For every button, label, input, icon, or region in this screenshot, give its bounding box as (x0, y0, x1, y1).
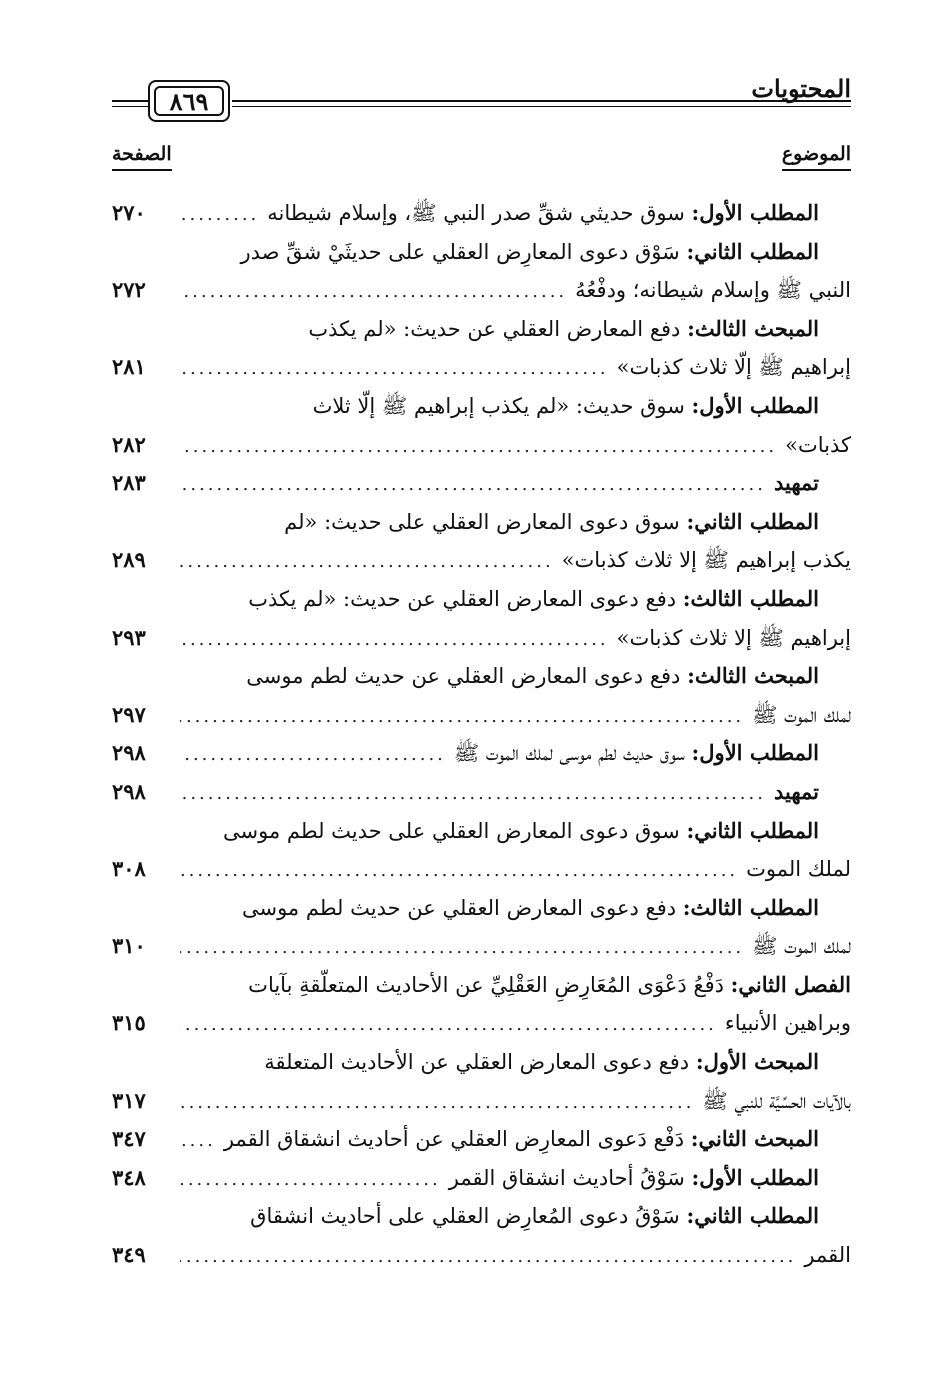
toc-line (112, 503, 851, 542)
toc-line (112, 580, 851, 619)
toc-page-number: ٢٧٢ (112, 277, 146, 303)
toc-entry-title: سَوْقُ دعوى المُعارِض العقلي على أحاديث انشقاق (250, 1204, 687, 1229)
toc-line (112, 1043, 851, 1082)
toc-line (112, 850, 851, 889)
toc-entry-title: يكذب إبراهيم ﷺ إلا ثلاث كذبات» (561, 548, 851, 573)
toc-line-text (725, 1004, 851, 1043)
toc-entry-lead: المطلب الأول: (691, 200, 819, 225)
dot-leader (180, 698, 744, 737)
toc-entry-lead: المطلب الأول: (691, 1164, 819, 1190)
toc-line-text (617, 348, 851, 387)
toc-entry-lead: المبحث الثاني: (690, 1126, 819, 1152)
toc-entry-title: دفع دعوى المعارض العقلي عن الأحاديث المتعلقة (264, 1050, 696, 1075)
toc-line (112, 812, 851, 851)
toc-entry[interactable] (112, 580, 851, 657)
toc-line (112, 773, 851, 812)
toc-entry-title: سوق حديثي شقِّ صدر النبي ﷺ، وإسلام شيطانه (267, 201, 692, 225)
toc-page-number: ٢٨٩ (112, 547, 146, 573)
toc-line (112, 464, 851, 503)
toc-entry-title: سوق دعوى المعارض العقلي على حديث: «لم (284, 509, 687, 534)
toc-line (112, 696, 851, 735)
toc-page-number: ٢٨١ (112, 354, 146, 380)
toc-line-text (617, 619, 851, 658)
toc-entry[interactable] (112, 194, 851, 233)
dot-leader (180, 852, 738, 891)
toc-page-number: ٣٤٩ (112, 1242, 146, 1268)
toc-line (112, 387, 851, 426)
header-rule-left-thin (112, 106, 148, 107)
toc-line (112, 1236, 851, 1275)
toc-entry-title: سوق دعوى المعارض العقلي على حديث لطم موسى (223, 818, 687, 843)
toc-line (112, 426, 851, 465)
toc-entry-lead: المطلب الثاني: (686, 508, 819, 534)
toc-line-text (575, 271, 851, 310)
toc-line (112, 1197, 851, 1236)
toc-page-number: ٣٤٨ (112, 1164, 146, 1190)
toc-entry-lead: المطلب الثاني: (686, 817, 819, 843)
toc-entry-lead: المطلب الثاني: (686, 238, 819, 264)
toc-entry-lead: المطلب الثاني: (686, 1203, 819, 1229)
toc-entry[interactable] (112, 1197, 851, 1274)
toc-line (112, 194, 851, 233)
dot-leader (180, 1238, 796, 1277)
toc-entry-lead: المطلب الأول: (691, 740, 819, 766)
toc-entry-lead: المطلب الأول: (691, 392, 819, 418)
toc-entry-title: لملك الموت (746, 857, 851, 882)
toc-entry[interactable] (112, 1120, 851, 1159)
toc-entry[interactable] (112, 966, 851, 1043)
dot-leader (180, 1122, 216, 1161)
toc-page-number: ٣٤٧ (112, 1126, 146, 1152)
toc-page-number: ٣١٧ (112, 1087, 146, 1113)
dot-leader (180, 929, 744, 968)
dot-leader (180, 273, 567, 312)
toc-line-text (746, 850, 851, 889)
header-rule-left (112, 100, 148, 102)
toc-entry-title: إبراهيم ﷺ إلا ثلاث كذبات» (616, 625, 851, 650)
toc-entry-title: القمر (804, 1243, 851, 1268)
toc-line (112, 233, 851, 272)
toc-entry-title: دفع دعوى المعارض العقلي عن حديث لطم موسى (241, 895, 683, 920)
toc-entry-lead: المبحث الثالث: (687, 663, 819, 689)
toc-page-number: ٣١٠ (112, 933, 146, 959)
toc-entry-title: إبراهيم ﷺ إلّا ثلاث كذبات» (616, 355, 851, 380)
toc-page-number: ٣٠٨ (112, 856, 146, 882)
toc-line (112, 271, 851, 310)
toc-entry[interactable] (112, 233, 851, 310)
toc-entry-title: بالآيات الحسِّيَّة للنبي ﷺ (702, 1088, 851, 1113)
toc-entry[interactable] (112, 734, 851, 773)
toc-line (112, 348, 851, 387)
toc-line (112, 1082, 851, 1121)
toc-entry-lead: المبحث الأول: (695, 1049, 819, 1075)
toc-entry-title: كذبات» (785, 432, 851, 457)
toc-entry[interactable] (112, 310, 851, 387)
toc-entry-lead: الفصل الثاني: (730, 971, 851, 997)
toc-line-text (785, 426, 851, 465)
toc-line (112, 889, 851, 928)
dot-leader (180, 196, 259, 235)
toc-entry-lead: تمهيد (773, 470, 819, 496)
toc-entry-title: دفع دعوى المعارض العقلي عن حديث لطم موسى (246, 664, 688, 689)
toc-line-text (454, 734, 819, 773)
toc-line-text (224, 1120, 819, 1159)
toc-line-text (562, 541, 851, 580)
page-number: ٨٦٩ (154, 86, 224, 116)
toc-entry-title: سوق حديث: «لم يكذب إبراهيم ﷺ إلّا ثلاث (312, 393, 692, 418)
header-rule-thin (232, 106, 851, 107)
toc-line (112, 1120, 851, 1159)
toc-line (112, 734, 851, 773)
toc-entry-title: دفع دعوى المعارض العقلي عن حديث: «لم يكذب (248, 586, 683, 611)
toc-line-text (752, 927, 851, 966)
dot-leader (180, 428, 777, 467)
toc-line-text (774, 464, 819, 503)
dot-leader (180, 775, 766, 814)
toc-page-number: ٢٩٨ (112, 778, 146, 804)
toc-page-number: ٣١٥ (112, 1010, 146, 1036)
toc-entry-lead: المطلب الثالث: (682, 585, 819, 611)
toc-entry-title: وبراهين الأنبياء (724, 1011, 851, 1036)
toc-entry-title: دفع المعارض العقلي عن حديث: «لم يكذب (308, 316, 688, 341)
toc-entry-lead: المطلب الثالث: (682, 894, 819, 920)
toc-entry-title: لملك الموت ﷺ (752, 934, 851, 959)
toc-line (112, 657, 851, 696)
dot-leader (180, 466, 766, 505)
toc-entry[interactable] (112, 503, 851, 580)
toc-entry-title: النبي ﷺ وإسلام شيطانه؛ ودفْعُهُ (575, 278, 851, 303)
toc-line-text (774, 773, 819, 812)
toc-page-number: ٢٩٨ (112, 740, 146, 766)
toc-page-number: ٢٩٧ (112, 701, 146, 727)
toc-page-number: ٢٨٢ (112, 431, 146, 457)
toc-line-text (267, 194, 819, 233)
toc-entry-title: سَوْقُ أحاديث انشقاق القمر (448, 1165, 692, 1190)
toc-entry-title: سَوْق دعوى المعارِض العقلي على حديثَيْ شقِّ صدر (240, 239, 687, 264)
dot-leader (180, 543, 554, 582)
toc-list (112, 194, 851, 1275)
toc-entry[interactable] (112, 1159, 851, 1198)
toc-entry-title: دَفْعُ دَعْوَى المُعَارِضِ العَقْلِيِّ عن الأحاديث المتعلّقةِ بآيات (248, 972, 731, 997)
toc-entry[interactable] (112, 657, 851, 734)
toc-line (112, 927, 851, 966)
toc-line-text (804, 1236, 851, 1275)
toc-line (112, 310, 851, 349)
toc-line-text (702, 1082, 851, 1121)
toc-entry-lead: تمهيد (773, 778, 819, 804)
header-rule (232, 100, 851, 102)
toc-page-number: ٢٧٠ (112, 200, 146, 225)
toc-line-text (449, 1159, 819, 1198)
toc-entry[interactable] (112, 464, 851, 503)
column-heading-subject: الموضوع (782, 143, 851, 171)
toc-entry[interactable] (112, 889, 851, 966)
dot-leader (180, 350, 609, 389)
toc-line (112, 966, 851, 1005)
toc-page-number: ٢٨٣ (112, 470, 146, 496)
toc-entry[interactable] (112, 387, 851, 464)
toc-entry-title: لملك الموت ﷺ (752, 702, 851, 727)
toc-line (112, 1004, 851, 1043)
column-heading-page: الصفحة (112, 143, 172, 171)
toc-entry-title: دَفْع دَعوى المعارِض العقلي عن أحاديث انشقاق القمر (223, 1127, 691, 1152)
toc-line (112, 1159, 851, 1198)
toc-page-number: ٢٩٣ (112, 624, 146, 650)
dot-leader (180, 736, 446, 775)
toc-entry-lead: المبحث الثالث: (687, 315, 819, 341)
dot-leader (180, 1161, 441, 1200)
dot-leader (180, 1006, 717, 1045)
toc-entry[interactable] (112, 773, 851, 812)
toc-line-text (752, 696, 851, 735)
toc-entry[interactable] (112, 1043, 851, 1120)
dot-leader (180, 621, 609, 660)
toc-line (112, 541, 851, 580)
toc-entry[interactable] (112, 812, 851, 889)
dot-leader (180, 1084, 694, 1123)
running-header-title: المحتويات (751, 74, 851, 103)
toc-entry-title: سوق حديث لطم موسى لملك الموت ﷺ (453, 741, 692, 766)
toc-line (112, 619, 851, 658)
page-number-frame (148, 80, 230, 122)
